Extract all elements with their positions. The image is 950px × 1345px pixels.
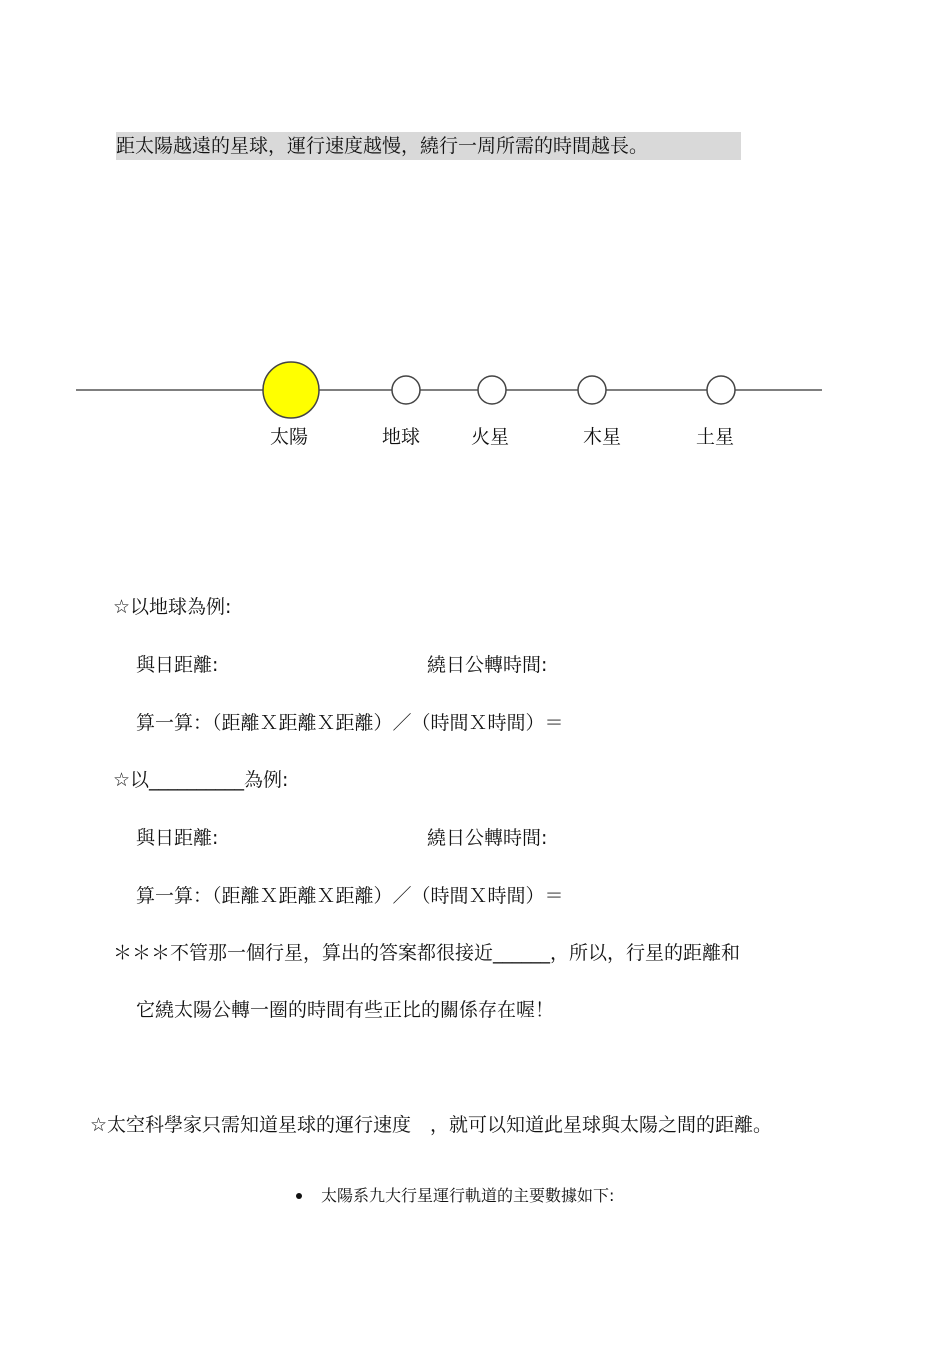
scientist-note: ☆太空科學家只需知道星球的運行速度 ，就可以知道此星球與太陽之間的距離。 bbox=[90, 1114, 773, 1136]
example1-distance-label: 與日距離: bbox=[136, 654, 219, 676]
earth-icon bbox=[392, 376, 420, 404]
bullet-text: 太陽系九大行星運行軌道的主要數據如下: bbox=[321, 1186, 615, 1205]
example2-heading: ☆以__________為例: bbox=[113, 769, 289, 791]
example2-period-label: 繞日公轉時間: bbox=[427, 827, 548, 849]
example2-distance-label: 與日距離: bbox=[136, 827, 219, 849]
intro-text: 距太陽越遠的星球，運行速度越慢，繞行一周所需的時間越長。 bbox=[116, 132, 741, 160]
sun-icon bbox=[263, 362, 319, 418]
jupiter-icon bbox=[578, 376, 606, 404]
example2-calc: 算一算：（距離Ｘ距離Ｘ距離）／（時間Ｘ時間）＝ bbox=[136, 885, 564, 907]
conclusion-line2: 它繞太陽公轉一圈的時間有些正比的關係存在喔！ bbox=[136, 999, 555, 1021]
saturn-label: 土星 bbox=[696, 426, 735, 448]
example1-calc: 算一算：（距離Ｘ距離Ｘ距離）／（時間Ｘ時間）＝ bbox=[136, 712, 564, 734]
example1-period-label: 繞日公轉時間: bbox=[427, 654, 548, 676]
mars-icon bbox=[478, 376, 506, 404]
example1-heading: ☆以地球為例: bbox=[113, 596, 232, 618]
conclusion-line1: ＊＊＊不管那一個行星，算出的答案都很接近______，所以，行星的距離和 bbox=[113, 942, 741, 964]
jupiter-label: 木星 bbox=[583, 426, 622, 448]
sun-label: 太陽 bbox=[270, 426, 309, 448]
saturn-icon bbox=[707, 376, 735, 404]
mars-label: 火星 bbox=[471, 426, 510, 448]
earth-label: 地球 bbox=[382, 426, 421, 448]
bullet-icon bbox=[296, 1193, 302, 1199]
